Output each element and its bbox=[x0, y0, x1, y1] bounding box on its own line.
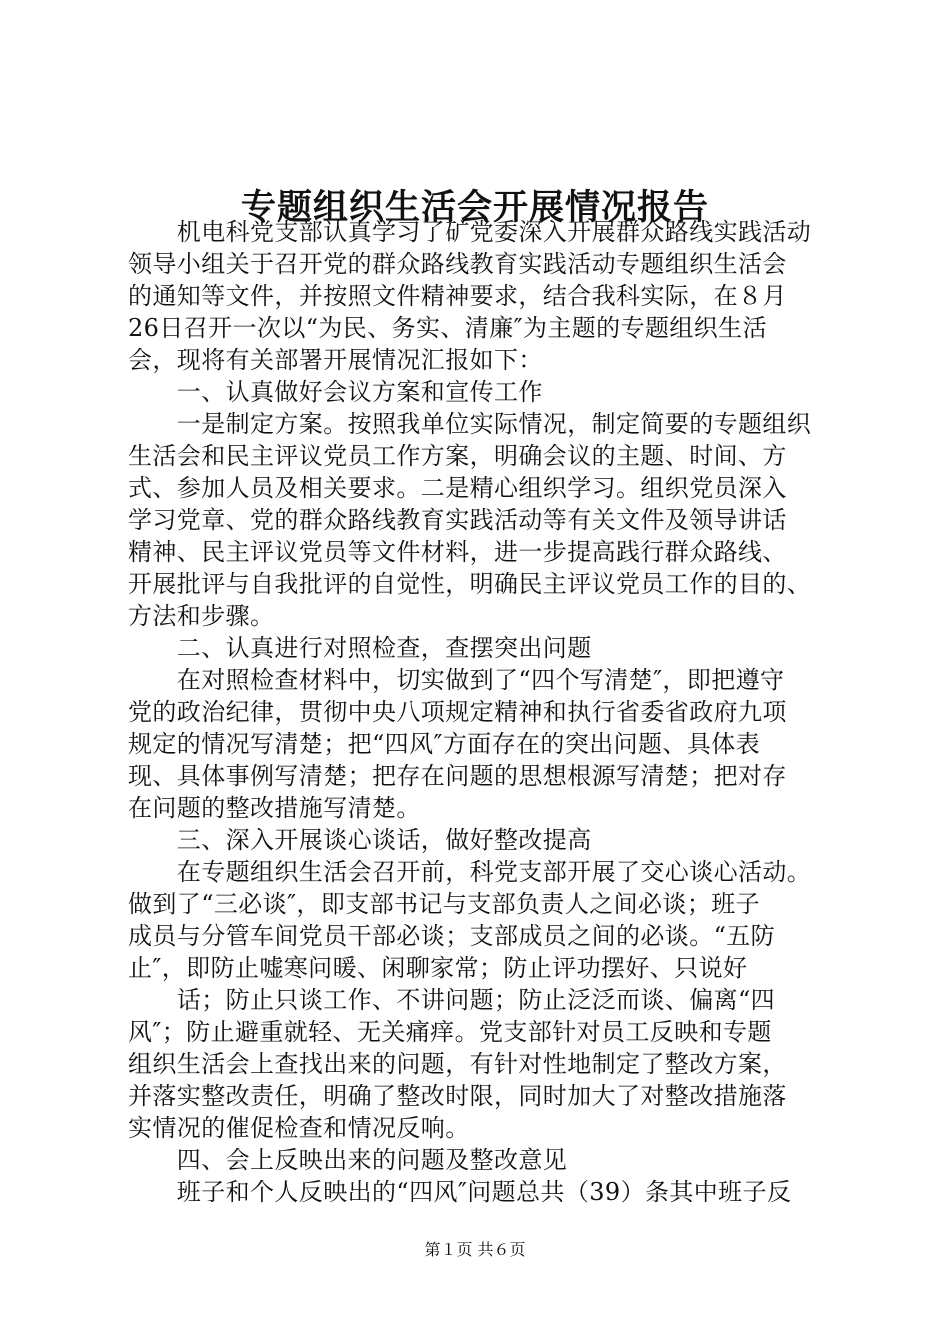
body-line: 一是制定方案。按照我单位实际情况，制定简要的专题组织 bbox=[128, 410, 812, 438]
body-line: 做到了“三必谈″，即支部书记与支部负责人之间必谈；班子 bbox=[128, 890, 761, 918]
document-title: 专题组织生活会开展情况报告 bbox=[240, 187, 709, 228]
body-line: 风″；防止避重就轻、无关痛痒。党支部针对员工反映和专题 bbox=[128, 1018, 772, 1046]
page-number-footer: 第１页 共６页 bbox=[424, 1240, 526, 1259]
body-line: 方法和步骤。 bbox=[128, 602, 275, 630]
body-line: 并落实整改责任，明确了整改时限，同时加大了对整改措施落 bbox=[128, 1082, 787, 1110]
body-line: 领导小组关于召开党的群众路线教育实践活动专题组织生活会 bbox=[128, 250, 787, 278]
body-line: 成员与分管车间党员干部必谈；支部成员之间的必谈。“五防 bbox=[128, 922, 776, 950]
body-line: 党的政治纪律，贯彻中央八项规定精神和执行省委省政府九项 bbox=[128, 698, 787, 726]
body-line: 的通知等文件，并按照文件精神要求，结合我科实际，在８月 bbox=[128, 282, 787, 310]
body-line: 规定的情况写清楚；把“四风″方面存在的突出问题、具体表 bbox=[128, 730, 761, 758]
body-line: 话；防止只谈工作、不讲问题；防止泛泛而谈、偏离“四 bbox=[128, 986, 776, 1014]
body-line: 现、具体事例写清楚；把存在问题的思想根源写清楚；把对存 bbox=[128, 762, 787, 790]
body-line: 学习党章、党的群众路线教育实践活动等有关文件及领导讲话 bbox=[128, 506, 787, 534]
body-line: 开展批评与自我批评的自觉性，明确民主评议党员工作的目的、 bbox=[128, 570, 812, 598]
body-line: 在专题组织生活会召开前，科党支部开展了交心谈心活动。 bbox=[128, 858, 812, 886]
body-line: 在问题的整改措施写清楚。 bbox=[128, 794, 421, 822]
body-line: 机电科党支部认真学习了矿党委深入开展群众路线实践活动 bbox=[128, 218, 812, 246]
body-line: 在对照检查材料中，切实做到了“四个写清楚″，即把遵守 bbox=[128, 666, 785, 694]
body-line: 实情况的催促检查和情况反响。 bbox=[128, 1114, 470, 1142]
section-heading: 三、深入开展谈心谈话，做好整改提高 bbox=[128, 826, 592, 854]
body-line: 止″，即防止嘘寒问暖、闲聊家常；防止评功摆好、只说好 bbox=[128, 954, 748, 982]
section-heading: 二、认真进行对照检查，查摆突出问题 bbox=[128, 634, 592, 662]
body-line: 组织生活会上查找出来的问题，有针对性地制定了整改方案， bbox=[128, 1050, 787, 1078]
section-heading: 一、认真做好会议方案和宣传工作 bbox=[128, 378, 543, 406]
body-line: 班子和个人反映出的“四风″问题总共（39）条其中班子反 bbox=[128, 1178, 792, 1206]
body-line: 26日召开一次以“为民、务实、清廉″为主题的专题组织生活 bbox=[128, 314, 767, 342]
body-line: 精神、民主评议党员等文件材料，进一步提高践行群众路线、 bbox=[128, 538, 787, 566]
body-line: 会，现将有关部署开展情况汇报如下： bbox=[128, 346, 543, 374]
body-line: 生活会和民主评议党员工作方案，明确会议的主题、时间、方 bbox=[128, 442, 787, 470]
section-heading: 四、会上反映出来的问题及整改意见 bbox=[128, 1146, 568, 1174]
body-line: 式、参加人员及相关要求。二是精心组织学习。组织党员深入 bbox=[128, 474, 787, 502]
